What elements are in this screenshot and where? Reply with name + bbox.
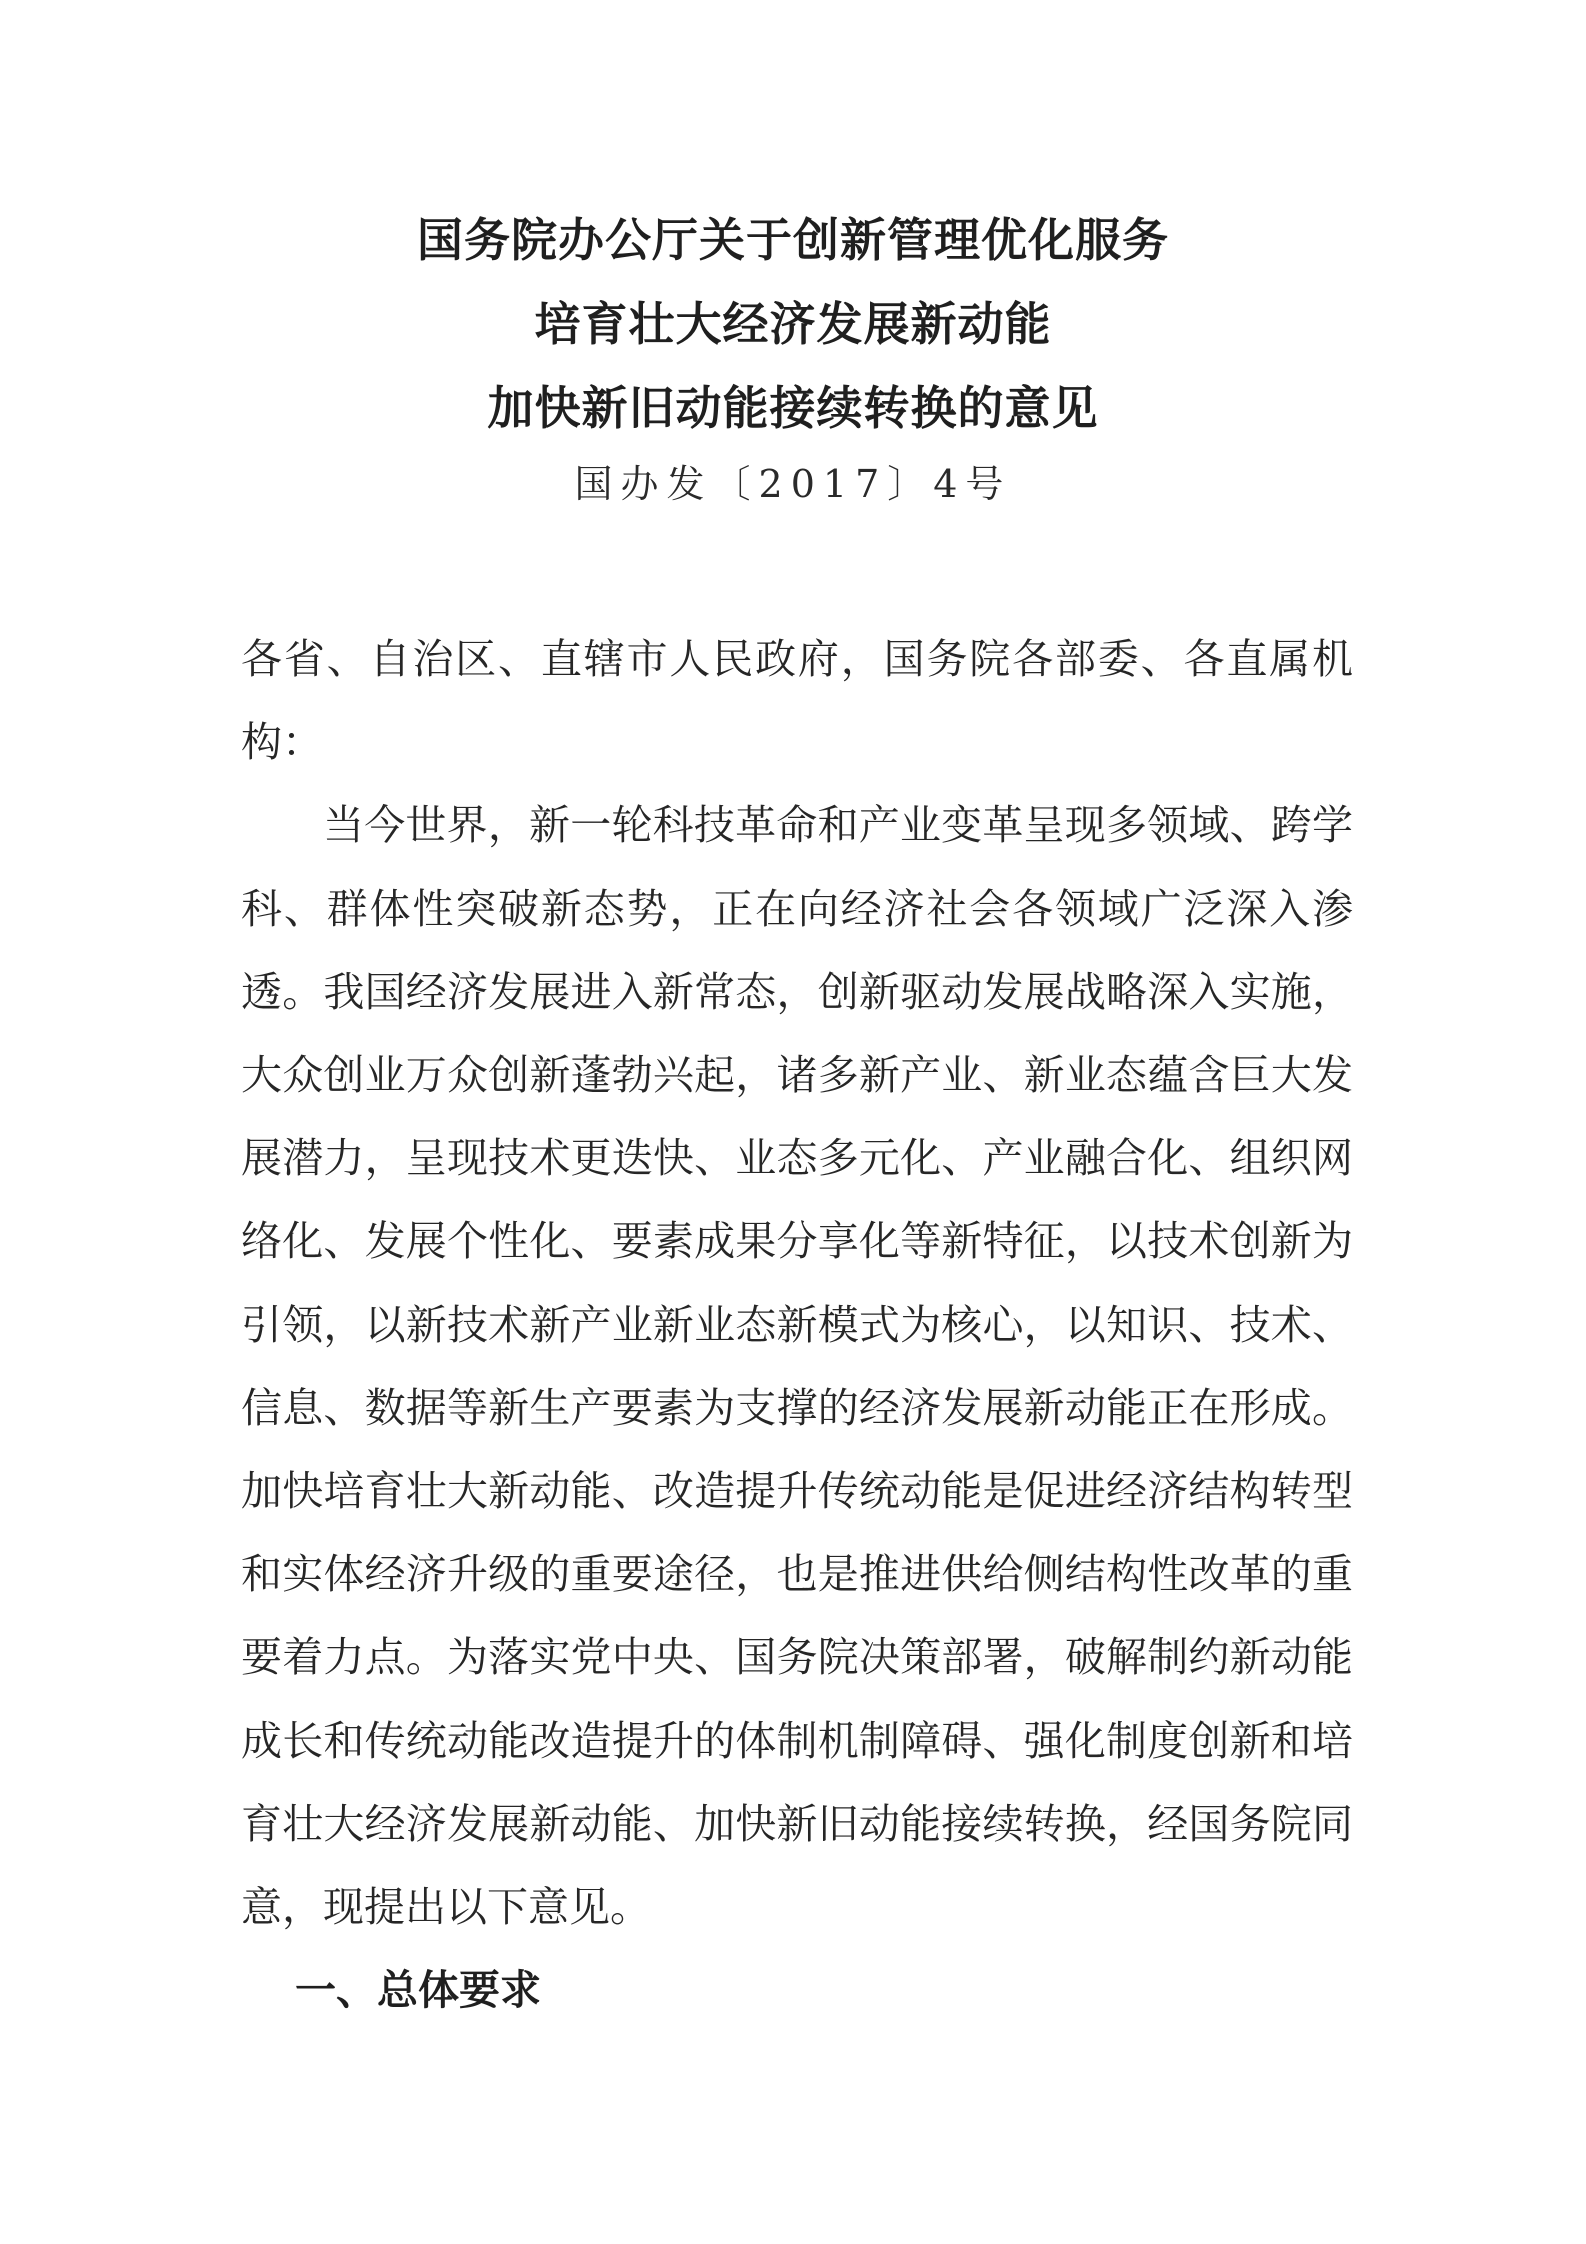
document-title bbox=[0, 198, 1586, 514]
title-line-3: 加快新旧动能接续转换的意见 bbox=[487, 381, 1099, 435]
document-body bbox=[241, 618, 1353, 2032]
section-heading: 一、总体要求 bbox=[295, 1966, 541, 2015]
salutation: 各省、自治区、直辖市人民政府，国务院各部委、各直属机构： bbox=[241, 635, 1353, 767]
body-paragraph: 当今世界，新一轮科技革命和产业变革呈现多领域、跨学科、群体性突破新态势，正在向经济社会各领域广泛深入渗透。我国经济发展进入新常态，创新驱动发展战略深入实施，大众创业万众创新蓬勃兴起，诸多新产业、新业态蕴含巨大发展潜力，呈现技术更迭快、业态多元化、产业融合化、组织网络化、发展个性化、要素成果分享化等新特征，以技术创新为引领，以新技术新产业新业态新模式为核心，以知识、技术、信息、数据等新生产要素为支撑的经济发展新动能正在形成。加快培育壮大新动能、改造提升传统动能是促进经济结构转型和实体经济升级的重要途径，也是推进供给侧结构性改革的重要着力点。为落实党中央、国务院决策部署，破解制约新动能成长和传统动能改造提升的体制机制障碍、强化制度创新和培育壮大经济发展新动能、加快新旧动能接续转换，经国务院同意，现提出以下意见。 bbox=[241, 801, 1353, 1932]
title-line-1: 国务院办公厅关于创新管理优化服务 bbox=[417, 213, 1169, 267]
title-line-2: 培育壮大经济发展新动能 bbox=[534, 297, 1052, 351]
document-number: 国办发〔2017〕4号 bbox=[574, 462, 1012, 506]
